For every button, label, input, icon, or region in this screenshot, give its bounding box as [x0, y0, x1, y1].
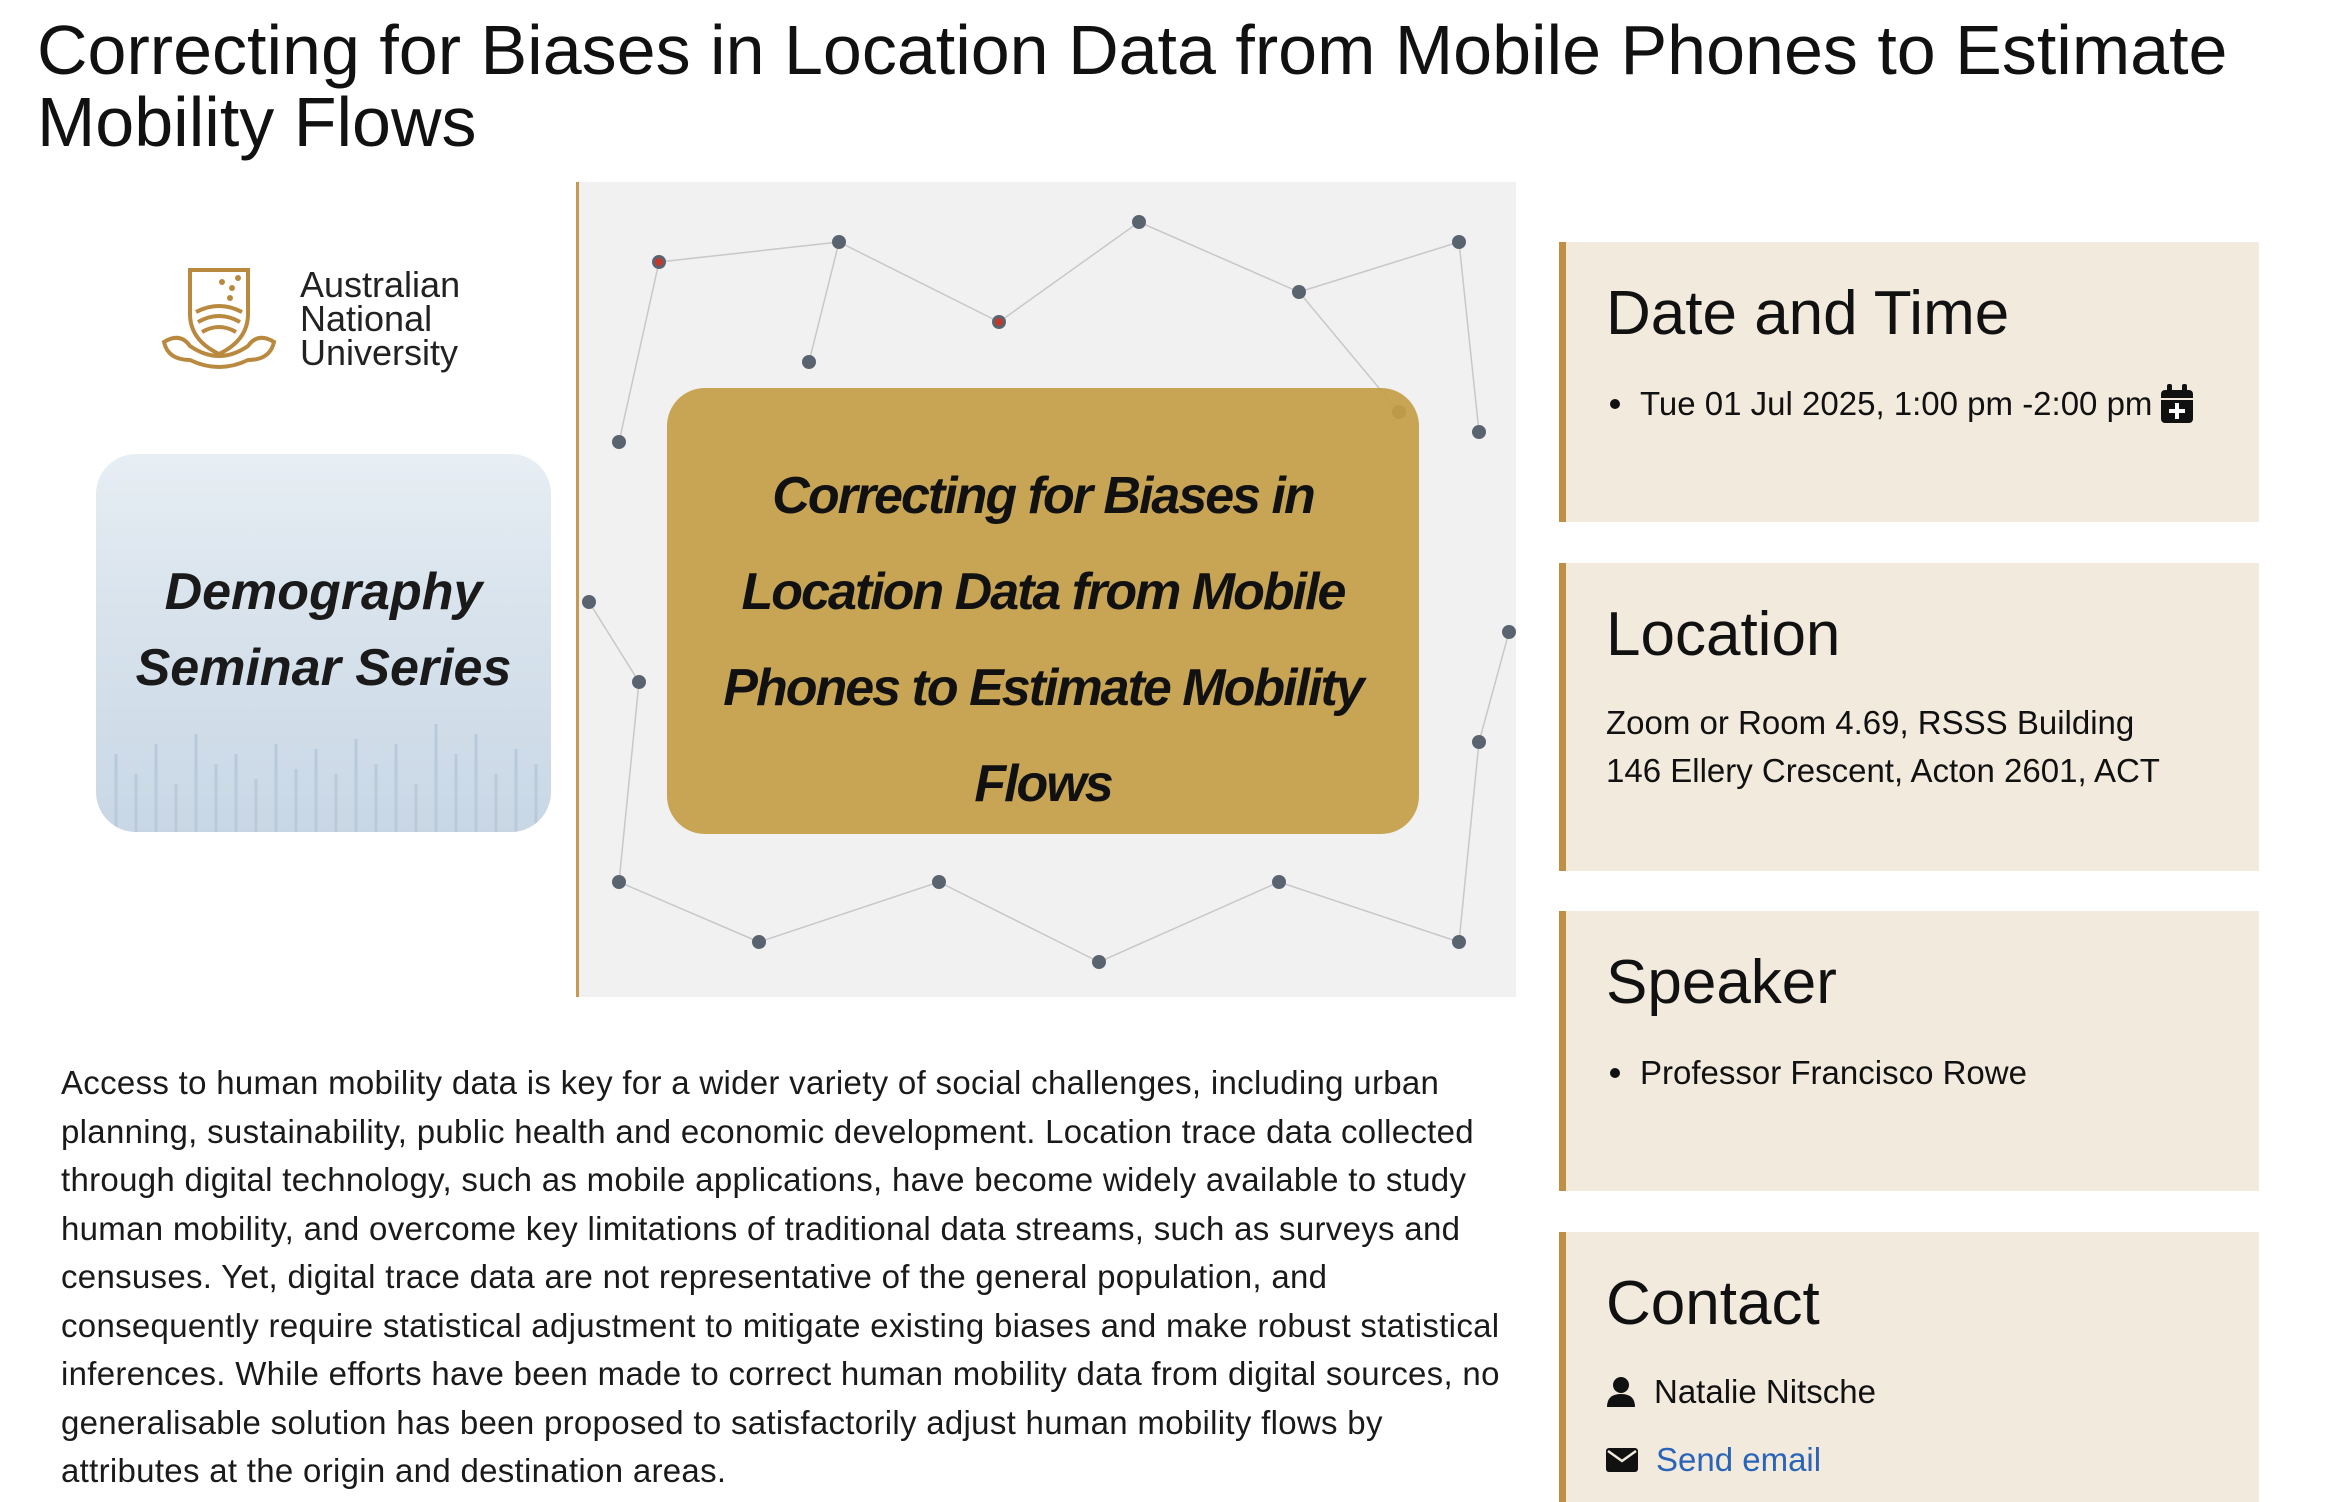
event-banner-image — [56, 182, 1516, 997]
location-line-2: 146 Ellery Crescent, Acton 2601, ACT — [1606, 752, 2160, 789]
location-card — [1559, 563, 2259, 871]
speaker-heading: Speaker — [1606, 948, 1837, 1017]
date-time-value: Tue 01 Jul 2025, 1:00 pm -2:00 pm — [1640, 385, 2153, 422]
page-title: Correcting for Biases in Location Data from Mobile Phones to Estimate Mobility Flows — [37, 11, 2228, 161]
location-line-1: Zoom or Room 4.69, RSSS Building — [1606, 704, 2135, 741]
banner-overlay-title: Correcting for Biases in Location Data from Mobile Phones to Estimate Mobility Flows — [723, 467, 1363, 813]
speaker-name: Professor Francisco Rowe — [1640, 1054, 2027, 1091]
anu-wordmark: Australian National University — [300, 264, 461, 373]
date-time-heading: Date and Time — [1606, 279, 2010, 348]
date-time-item — [1606, 380, 2194, 428]
anu-logo — [160, 262, 490, 372]
send-email-link[interactable]: Send email — [1656, 1441, 1822, 1478]
contact-name-row — [1606, 1368, 1876, 1416]
person-icon — [1606, 1376, 1636, 1408]
event-description: Access to human mobility data is key for a wider variety of social challenges, including urban planning, sustainability, public health and economic development. Location trace data collected through digital technology, such as mobile applications, have become widely available to study human mobility, and overcome key limitations of traditional data streams, such as surveys and censuses. Yet, digital trace data are not representative of the general population, and consequently require statistical adjustment to mitigate existing biases and make robust statistical inferences. While efforts have been made to correct human mobility data from digital sources, no generalisable solution has been proposed to satisfactorily adjust human mobility flows by attributes at the origin and destination areas. — [61, 1064, 1500, 1489]
location-address — [1606, 699, 2160, 795]
contact-card — [1559, 1232, 2259, 1502]
banner-left-panel — [56, 182, 576, 997]
seminar-series-card — [96, 454, 551, 832]
bullet-dot — [1610, 399, 1620, 409]
seminar-series-title: Demography Seminar Series — [135, 563, 512, 697]
contact-name: Natalie Nitsche — [1654, 1373, 1876, 1410]
speaker-card — [1559, 911, 2259, 1191]
date-time-card — [1559, 242, 2259, 522]
location-heading: Location — [1606, 600, 1841, 669]
calendar-plus-icon[interactable] — [2160, 384, 2194, 424]
contact-heading: Contact — [1606, 1269, 1820, 1338]
contact-email-row — [1606, 1436, 1876, 1484]
date-time-list — [1606, 380, 2194, 428]
banner-overlay-box — [667, 388, 1419, 834]
anu-crest-icon — [160, 262, 278, 372]
contact-details — [1606, 1368, 1876, 1484]
envelope-icon — [1606, 1448, 1638, 1472]
speaker-item — [1606, 1049, 2027, 1097]
crowd-network-photo — [576, 182, 1516, 997]
bullet-dot — [1610, 1068, 1620, 1078]
speaker-list — [1606, 1049, 2027, 1097]
